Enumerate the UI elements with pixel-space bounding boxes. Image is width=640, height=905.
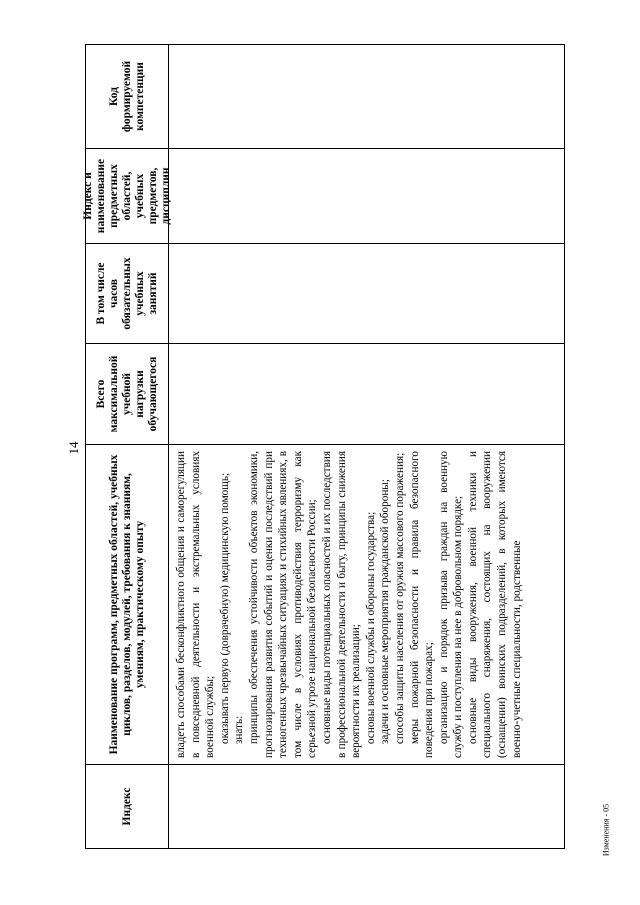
competence-table (81, 44, 565, 849)
footer-note-text: Изменения - 05 (601, 803, 611, 857)
header-competence-code-text: Код формируемой компетенции (107, 60, 146, 133)
content-line: оказывать первую (доврачебную) медицинскую помощь; (218, 472, 231, 744)
cell-subject-index (168, 148, 564, 243)
header-required-hours-text: В том числе часов обязательных учебных занятий (94, 257, 159, 330)
table-container (81, 44, 565, 849)
header-max-load (86, 343, 168, 444)
content-line: основные виды потенциальных опасностей и их последствия в профессиональной деятельности и быту, принципы снижения вероятности их реализации; (320, 451, 363, 758)
page-number (64, 428, 84, 468)
content-line: принципы обеспечения устойчивости объектов экономики, прогнозирования развития событий и оценки последствий при техногенных чрезвычайных ситуациях и стихийных явлениях, в том числе в условиях противодействия терроризму как серьезной угрозе национальной безопасности России; (247, 451, 319, 758)
header-index-text: Индекс (120, 787, 133, 826)
content-line: основные виды вооружения, военной техники и специального снаряжения, состоящих на вооружении (оснащении) воинских подразделений, в которых имеются военно-учетные специальности, родственные (466, 451, 523, 758)
table-body-row (168, 45, 564, 848)
content-line: задачи и основные мероприятия гражданской обороны; (379, 479, 392, 744)
content-line: основы военной службы и обороны государства; (364, 511, 377, 744)
header-index (86, 764, 168, 848)
cell-content (168, 444, 564, 764)
header-name-text: Наименование программ, предметных областей, учебных циклов, разделов, модулей, требования к знаниям, умениям, практическому опыту (107, 454, 146, 755)
content-line: организацию и порядок призыва граждан на военную службу и поступления на нее в добровольном порядке; (437, 451, 465, 758)
header-subject-index-text: Индекс и наименование предметных областей, учебных предметов, дисциплин (81, 158, 172, 234)
content-text (168, 445, 564, 764)
content-line: знать: (233, 715, 246, 744)
content-line: способы защиты населения от оружия массового поражения; (393, 452, 406, 744)
header-required-hours (86, 243, 168, 343)
cell-competence-code (168, 45, 564, 148)
cell-max-load (168, 343, 564, 444)
cell-index (168, 764, 564, 848)
header-name (86, 444, 168, 764)
header-max-load-text: Всего максимальной учебной нагрузки обучающегося (94, 355, 159, 433)
page-number-text: 14 (66, 441, 81, 455)
header-subject-index (81, 148, 172, 243)
content-line: владеть способами бесконфликтного общения и саморегуляции в повседневной деятельности и экстремальных условиях военной службы; (175, 451, 217, 758)
header-competence-code (86, 45, 168, 148)
footer-note (598, 770, 614, 890)
content-line: меры пожарной безопасности и правила безопасного поведения при пожарах; (408, 451, 436, 758)
table-header-row (81, 45, 172, 848)
cell-required-hours (168, 243, 564, 343)
